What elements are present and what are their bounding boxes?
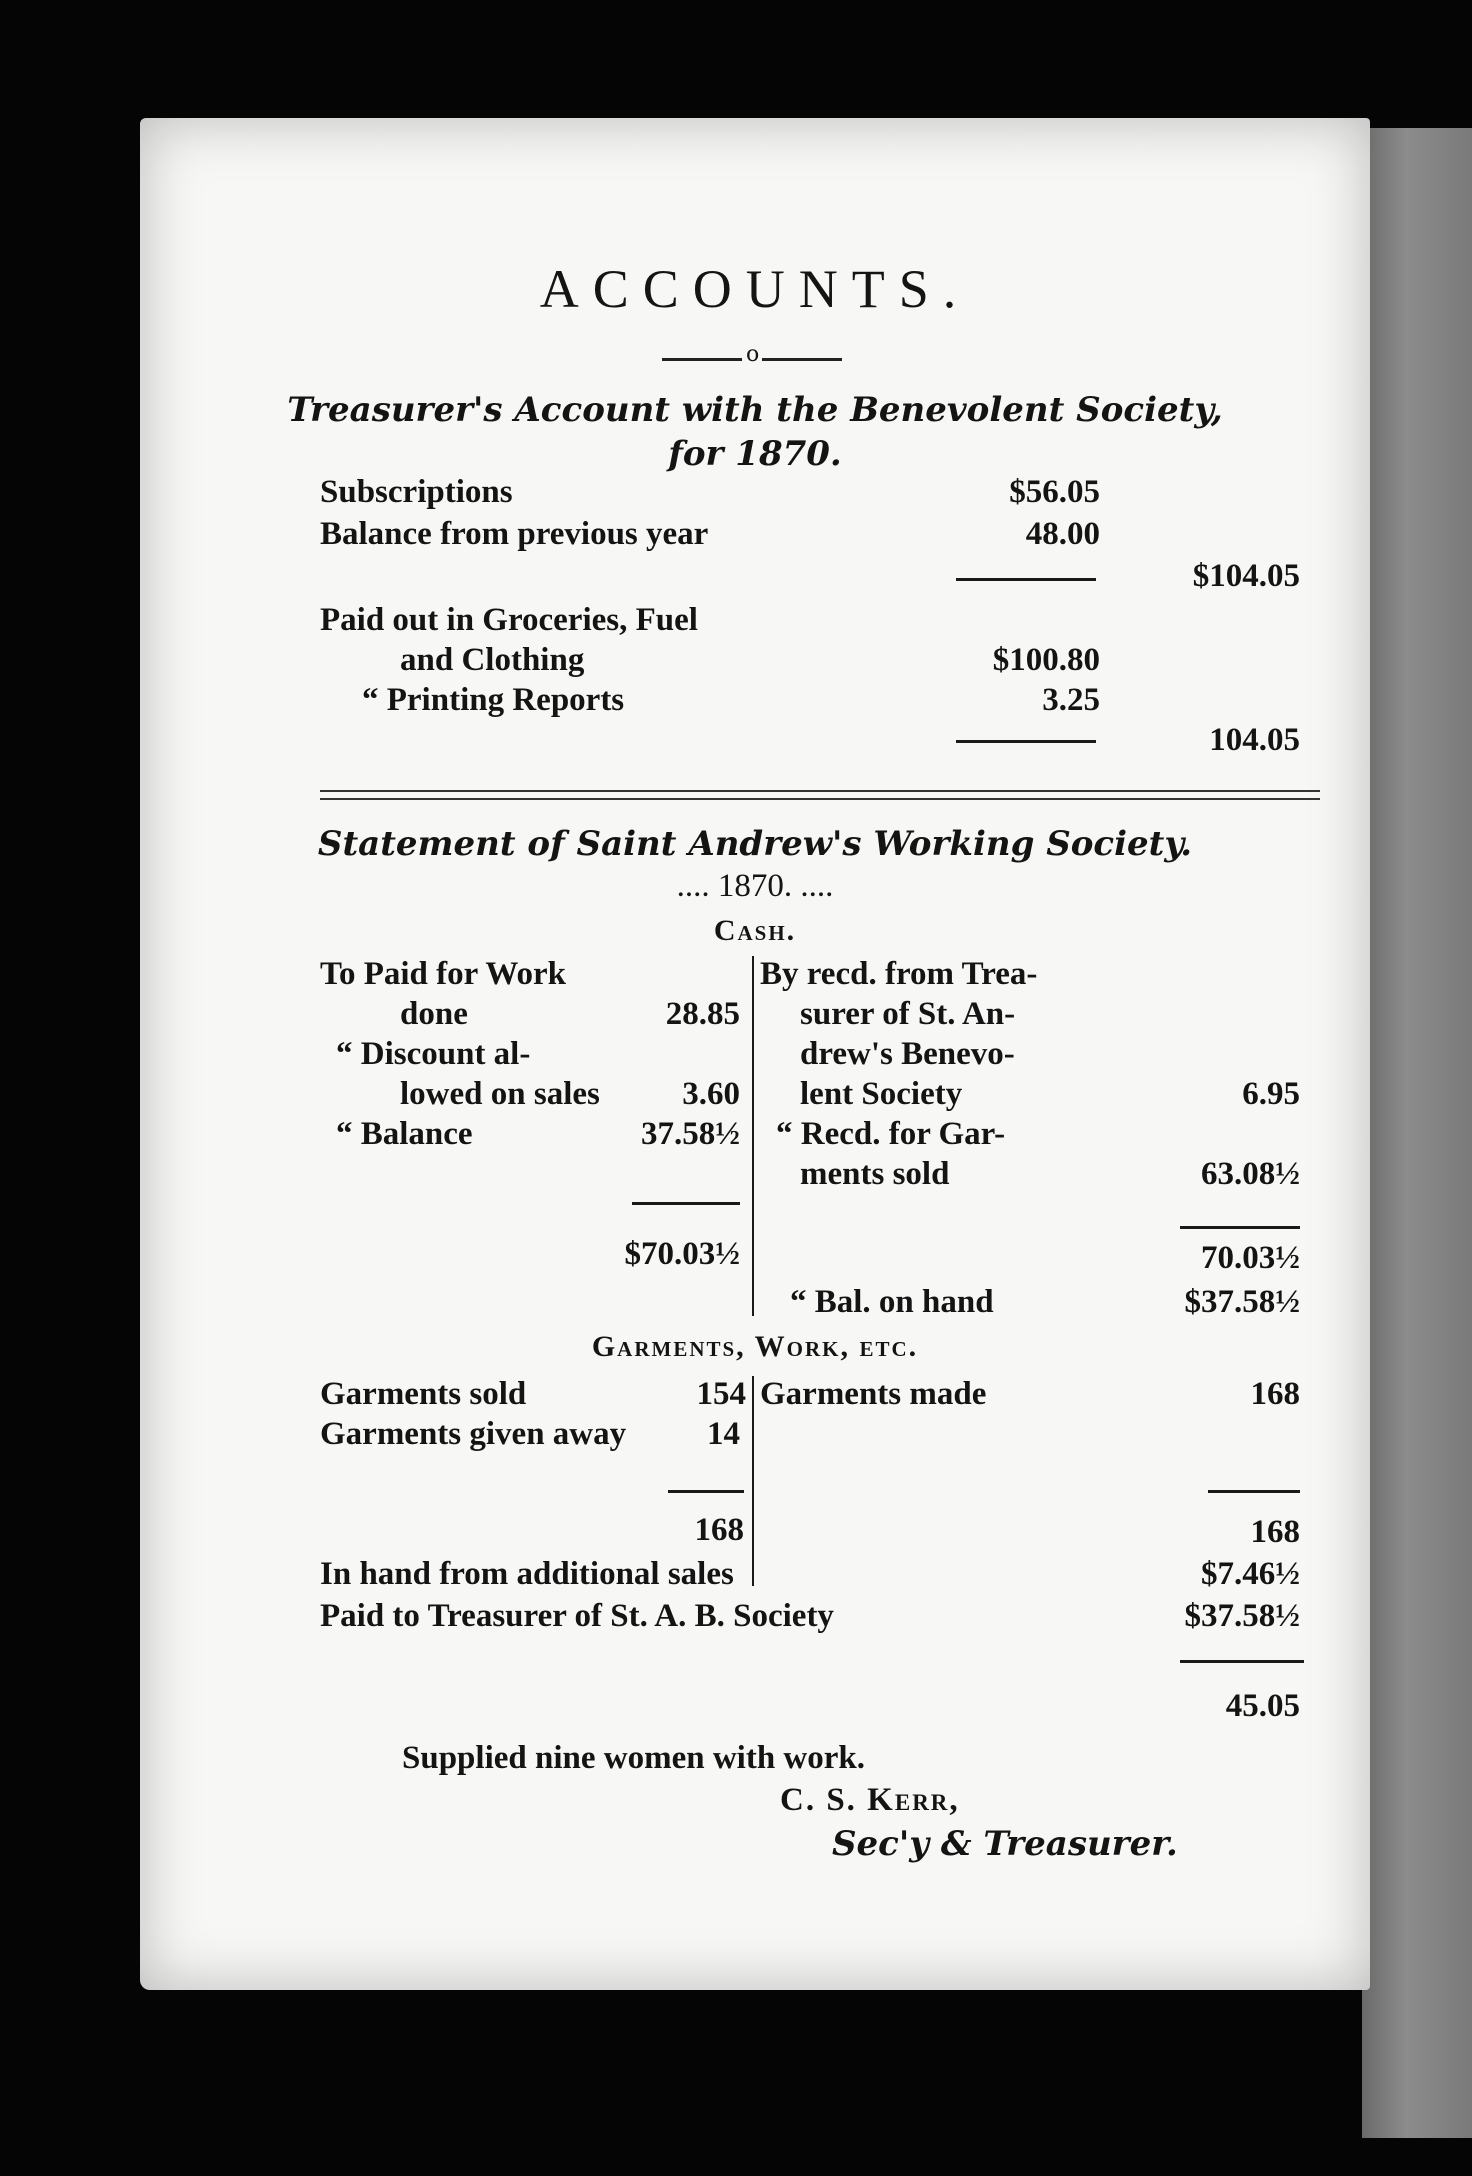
printing-reports-label: “ Printing Reports [362,682,625,718]
cash-right-line-5: “ Recd. for Gar- [776,1116,1006,1152]
cash-right-line-1: By recd. from Trea- [760,956,1038,992]
cash-right-line-6: ments sold [800,1156,950,1192]
treasurer-heading: Treasurer's Account with the Benevolent Society, [287,390,1223,430]
garments-left-rule [668,1490,744,1493]
in-hand-label: In hand from additional sales [320,1556,734,1592]
garments-right-total: 168 [1250,1514,1300,1550]
section-divider-bottom [320,798,1320,800]
supplied-note: Supplied nine women with work. [402,1740,866,1776]
cash-right-total: 70.03½ [1201,1240,1300,1276]
page-title: ACCOUNTS. [539,259,971,319]
garments-sold-label: Garments sold [320,1376,527,1412]
cash-left-line-3: “ Discount al- [336,1036,531,1072]
document-page [140,118,1370,1990]
cash-right-treasurer-value: 6.95 [1242,1076,1300,1112]
paid-out-label-cont: and Clothing [400,642,585,678]
balance-previous-label: Balance from previous year [320,516,709,552]
cash-column-divider [752,956,754,1316]
garments-heading: Garments, Work, etc. [591,1330,919,1363]
cash-left-line-5: “ Balance [336,1116,473,1152]
treasurer-total-in: $104.05 [1192,558,1300,594]
garments-sold-value: 154 [696,1376,746,1412]
ornament-circle: o [746,342,760,367]
printing-reports-amount: 3.25 [1042,682,1100,718]
signer-name: C. S. Kerr, [780,1782,960,1818]
paid-out-amount: $100.80 [992,642,1100,678]
cash-right-total-rule [1180,1226,1300,1229]
ornament-line-right [762,358,842,361]
cash-left-line-1: To Paid for Work [320,956,567,992]
garments-given-label: Garments given away [320,1416,627,1452]
cash-left-total-rule [632,1202,740,1205]
cash-left-line-2: done [400,996,468,1032]
garments-right-rule [1208,1490,1300,1493]
cash-right-line-4: lent Society [800,1076,963,1112]
cash-left-balance-value: 37.58½ [641,1116,740,1152]
final-total: 45.05 [1225,1688,1300,1724]
garments-column-divider [752,1376,754,1586]
cash-left-line-4: lowed on sales [400,1076,600,1112]
garments-made-label: Garments made [760,1376,987,1412]
in-hand-value: $7.46½ [1201,1556,1300,1592]
final-total-rule [1180,1660,1304,1663]
paid-to-value: $37.58½ [1184,1598,1300,1634]
working-heading: Statement of Saint Andrew's Working Society. [317,824,1193,864]
paid-to-label: Paid to Treasurer of St. A. B. Society [320,1598,834,1634]
cash-left-discount-value: 3.60 [682,1076,740,1112]
cash-right-bal-label: “ Bal. on hand [790,1284,994,1320]
ornament-line-left [662,358,742,361]
cash-heading: Cash. [713,914,797,947]
section-divider-top [320,790,1320,792]
subscriptions-amount: $56.05 [1009,474,1100,510]
working-year: .... 1870. .... [676,868,834,904]
cash-right-garments-value: 63.08½ [1201,1156,1300,1192]
cash-right-line-2: surer of St. An- [800,996,1016,1032]
signer-title: Sec'y & Treasurer. [832,1824,1178,1864]
paid-out-label: Paid out in Groceries, Fuel [320,602,698,638]
treasurer-year: for 1870. [668,434,842,474]
cash-right-line-3: drew's Benevo- [800,1036,1015,1072]
garments-made-value: 168 [1250,1376,1300,1412]
treasurer-total-out: 104.05 [1209,722,1300,758]
cash-left-total: $70.03½ [624,1236,740,1272]
adjacent-page-edge [1362,128,1472,2138]
cash-right-bal-value: $37.58½ [1184,1284,1300,1320]
balance-previous-amount: 48.00 [1025,516,1100,552]
garments-left-total: 168 [694,1512,744,1548]
garments-given-value: 14 [707,1416,740,1452]
cash-left-work-value: 28.85 [665,996,740,1032]
subscriptions-label: Subscriptions [320,474,513,510]
